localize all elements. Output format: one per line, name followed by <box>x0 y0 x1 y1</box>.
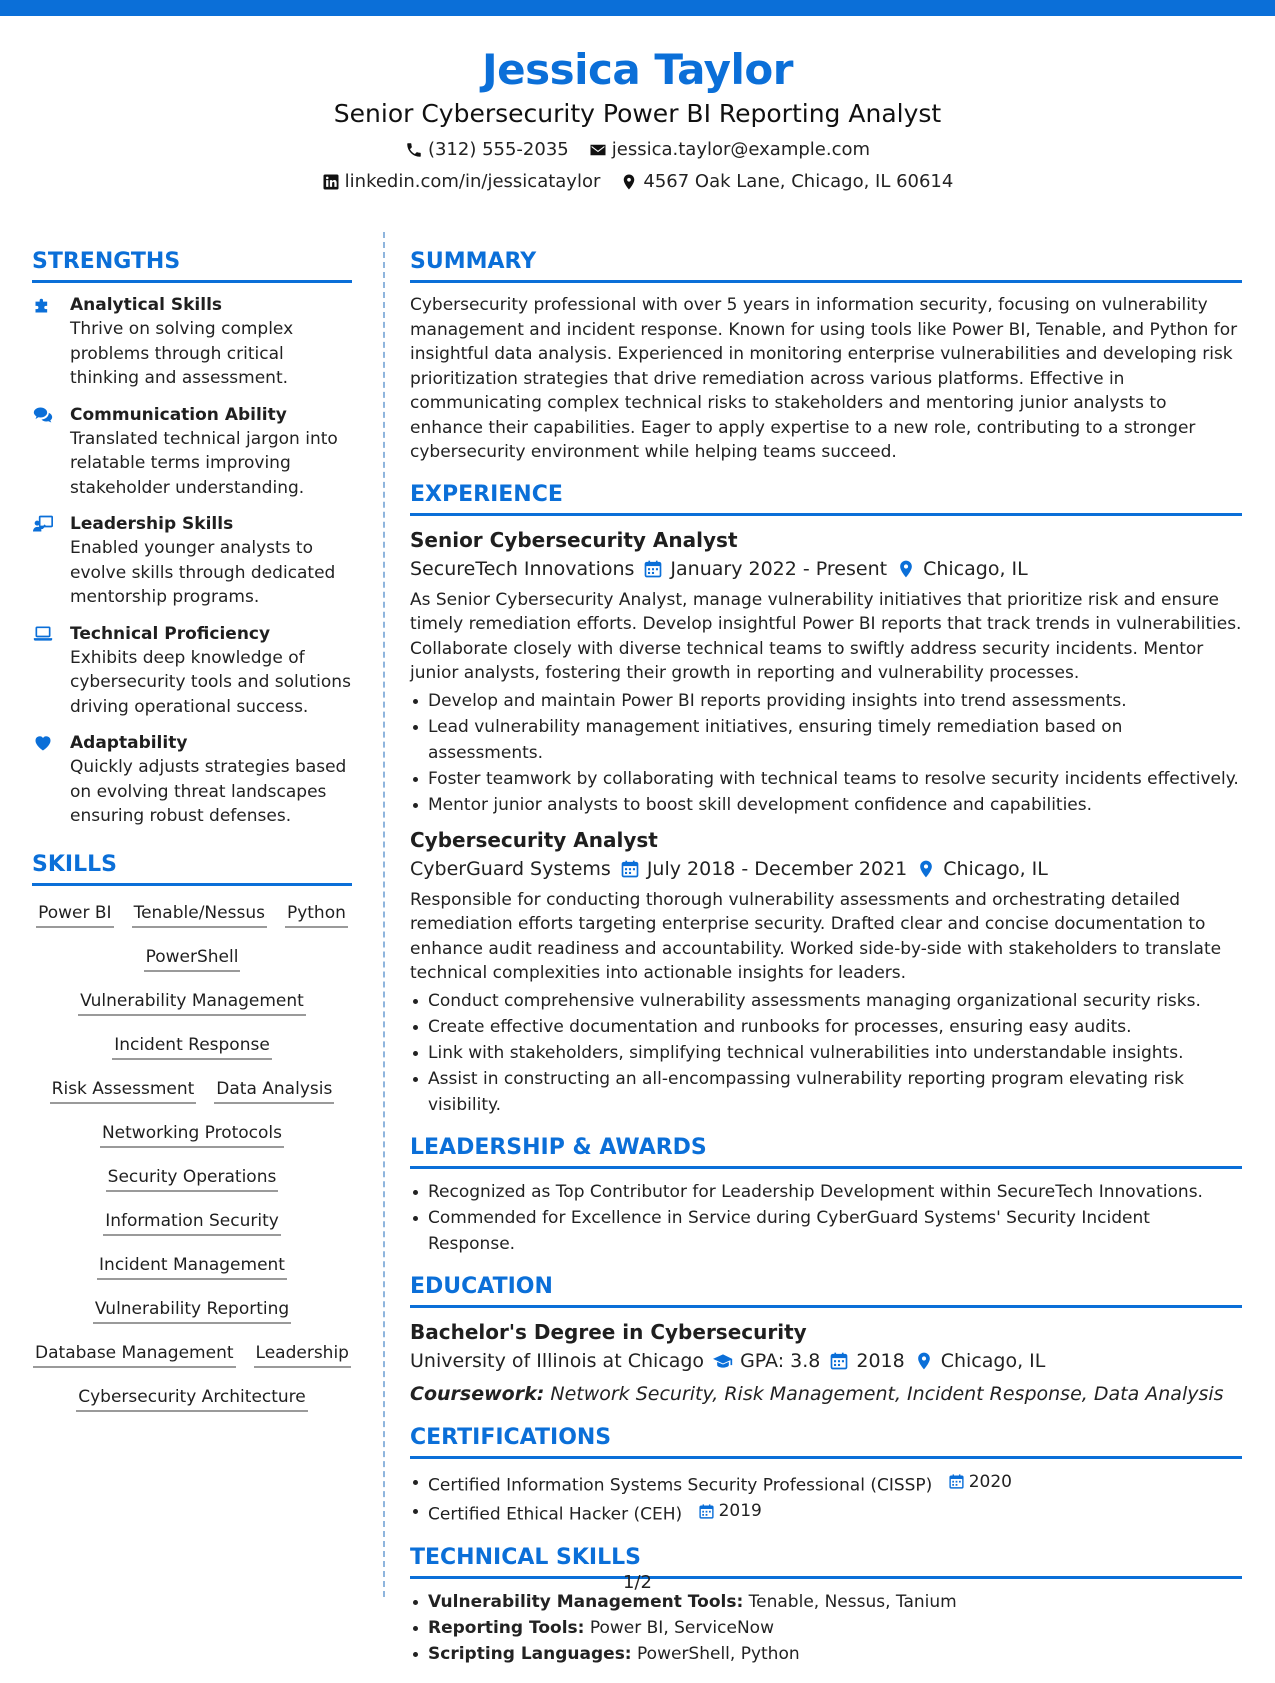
job-description: As Senior Cybersecurity Analyst, manage vulnerability initiatives that prioritize risk and ensure timely remediation efforts. Develop insightful Power BI reports that track trends in vulnerabilities. Collaborate closely with diverse technical teams to swiftly address security incidents. Mentor junior analysts, fostering their growth in reporting and vulnerability processes. <box>410 589 1242 683</box>
skill-tag: PowerShell <box>144 946 241 972</box>
year-text: 2018 <box>856 1349 905 1372</box>
top-accent-bar <box>0 0 1275 16</box>
list-item <box>410 1498 1242 1528</box>
strengths-section <box>32 248 352 829</box>
degree-title: Bachelor's Degree in Cybersecurity <box>410 1319 807 1344</box>
summary-section <box>410 248 1242 465</box>
phone-icon <box>405 141 423 159</box>
strengths-heading: STRENGTHS <box>32 248 352 283</box>
education-section <box>410 1273 1242 1408</box>
job-company: SecureTech Innovations <box>410 557 635 580</box>
contact-row-1 <box>0 138 1275 162</box>
technical-skills-heading: TECHNICAL SKILLS <box>410 1544 1242 1579</box>
coursework-text: Network Security, Risk Management, Incident Response, Data Analysis <box>550 1382 1224 1405</box>
cert-year-text: 2020 <box>968 1471 1012 1492</box>
list-item: Develop and maintain Power BI reports providing insights into trend assessments. <box>410 688 1242 714</box>
map-marker-icon <box>915 1352 933 1370</box>
phone-contact <box>405 138 569 162</box>
comments-icon <box>32 403 56 501</box>
technical-skills-section <box>410 1544 1242 1667</box>
job-meta <box>410 854 1242 884</box>
job-dates <box>644 554 887 584</box>
cert-year-text: 2019 <box>718 1501 762 1521</box>
job-role: Senior Cybersecurity Analyst <box>410 527 738 552</box>
location-text: Chicago, IL <box>940 1349 1046 1372</box>
map-marker-icon <box>917 860 935 878</box>
job-dates-text: January 2022 - Present <box>670 557 888 580</box>
skill-tag: Tenable/Nessus <box>132 902 267 928</box>
job-bullets <box>410 988 1242 1118</box>
list-item <box>410 1641 1242 1667</box>
candidate-title: Senior Cybersecurity Power BI Reporting Analyst <box>333 99 942 128</box>
job-bullets <box>410 688 1242 818</box>
job-meta <box>410 554 1242 584</box>
skills-list <box>32 896 352 1412</box>
map-marker-icon <box>620 173 638 191</box>
cert-name: Certified Ethical Hacker (CEH) <box>428 1504 683 1525</box>
job-entry <box>410 526 1242 818</box>
strength-description: Enabled younger analysts to evolve skills through dedicated mentorship programs. <box>70 538 336 607</box>
tech-skill-value: Tenable, Nessus, Tanium <box>748 1591 957 1612</box>
skill-tag: Security Operations <box>106 1166 279 1192</box>
skills-heading: SKILLS <box>32 851 352 886</box>
envelope-icon <box>589 141 607 159</box>
school-name: University of Illinois at Chicago <box>410 1349 705 1372</box>
skill-tag: Risk Assessment <box>50 1078 197 1104</box>
list-item: Link with stakeholders, simplifying technical vulnerabilities into understandable insights. <box>410 1040 1242 1066</box>
education-location <box>915 1346 1046 1376</box>
gpa <box>714 1346 820 1376</box>
education-meta <box>410 1346 1242 1376</box>
leadership-heading: LEADERSHIP & AWARDS <box>410 1134 1242 1169</box>
skill-tag: Cybersecurity Architecture <box>76 1386 308 1412</box>
tech-skill-value: Power BI, ServiceNow <box>589 1617 774 1638</box>
skill-tag: Vulnerability Management <box>78 990 306 1016</box>
skill-tag: Networking Protocols <box>100 1122 284 1148</box>
calendar-icon <box>621 860 639 878</box>
cert-name: Certified Information Systems Security Professional (CISSP) <box>428 1475 933 1495</box>
list-item: Assist in constructing an all-encompassing vulnerability reporting program elevating risk visibility. <box>410 1066 1242 1118</box>
skill-tag: Data Analysis <box>214 1078 334 1104</box>
right-column <box>410 248 1242 1683</box>
strength-description: Quickly adjusts strategies based on evolving threat landscapes ensuring robust defenses. <box>70 757 347 826</box>
skill-tag: Incident Management <box>97 1254 287 1280</box>
strength-title: Adaptability <box>70 733 188 753</box>
job-location <box>917 854 1048 884</box>
skill-tag: Leadership <box>254 1342 351 1368</box>
email-text[interactable]: jessica.taylor@example.com <box>611 139 871 160</box>
strength-description: Translated technical jargon into relatable terms improving stakeholder understanding. <box>70 428 338 498</box>
strength-item <box>32 512 352 610</box>
strength-item <box>32 731 352 829</box>
leadership-section <box>410 1134 1242 1257</box>
job-company: CyberGuard Systems <box>410 857 611 880</box>
tech-skill-value: PowerShell, Python <box>637 1643 800 1664</box>
certifications-list <box>410 1469 1242 1528</box>
summary-heading: SUMMARY <box>410 248 1242 283</box>
experience-section <box>410 481 1242 1118</box>
strength-title: Analytical Skills <box>70 295 223 315</box>
strength-item <box>32 622 352 720</box>
strength-item <box>32 403 352 501</box>
email-contact <box>589 138 870 162</box>
job-location-text: Chicago, IL <box>943 857 1048 880</box>
list-item: Recognized as Top Contributor for Leadership Development within SecureTech Innovations. <box>410 1179 1242 1205</box>
contact-row-2 <box>0 170 1275 194</box>
tech-skill-label: Reporting Tools: <box>428 1617 585 1638</box>
strength-description: Exhibits deep knowledge of cybersecurity tools and solutions driving operational success. <box>70 647 351 717</box>
job-location <box>897 554 1028 584</box>
skill-tag: Python <box>285 902 348 928</box>
tech-skill-label: Vulnerability Management Tools: <box>428 1591 744 1612</box>
linkedin-text[interactable]: linkedin.com/in/jessicataylor <box>344 171 601 192</box>
strength-title: Leadership Skills <box>70 514 234 534</box>
graduation-year <box>830 1346 904 1376</box>
experience-heading: EXPERIENCE <box>410 481 1242 516</box>
education-heading: EDUCATION <box>410 1273 1242 1308</box>
heart-icon <box>32 731 56 829</box>
cert-year <box>948 1469 1012 1495</box>
strength-title: Communication Ability <box>70 404 287 425</box>
strength-item <box>32 293 352 391</box>
map-marker-icon <box>897 560 915 578</box>
certifications-section <box>410 1424 1242 1528</box>
leadership-list <box>410 1179 1242 1257</box>
graduation-cap-icon <box>714 1352 732 1370</box>
technical-skills-list <box>410 1589 1242 1667</box>
phone-text[interactable]: (312) 555-2035 <box>427 139 569 160</box>
address-text: 4567 Oak Lane, Chicago, IL 60614 <box>643 171 954 192</box>
summary-text: Cybersecurity professional with over 5 years in information security, focusing on vulnerability management and incident response. Known for using tools like Power BI, Tenable, and Python for insightful data analysis. Experienced in monitoring enterprise vulnerabilities and developing risk prioritization strategies that drive remediation across various platforms. Effective in communicating complex technical risks to stakeholders and mentoring junior analysts to enhance their capabilities. Eager to apply expertise to a new role, contributing to a stronger cybersecurity environment while helping teams succeed. <box>410 295 1238 462</box>
skill-tag: Vulnerability Reporting <box>93 1298 291 1324</box>
candidate-name: Jessica Taylor <box>482 45 793 94</box>
laptop-icon <box>32 622 56 720</box>
skill-tag: Incident Response <box>112 1034 272 1060</box>
strength-description: Thrive on solving complex problems through critical thinking and assessment. <box>70 319 294 388</box>
column-divider <box>383 232 385 1597</box>
skill-tag: Power BI <box>36 902 113 928</box>
resume-header <box>0 44 1275 194</box>
calendar-icon <box>830 1352 848 1370</box>
list-item <box>410 1469 1242 1499</box>
calendar-icon <box>644 560 662 578</box>
address-contact <box>620 170 953 194</box>
list-item: Commended for Excellence in Service during CyberGuard Systems' Security Incident Response. <box>410 1205 1242 1257</box>
job-location-text: Chicago, IL <box>923 557 1028 580</box>
job-role: Cybersecurity Analyst <box>410 827 658 852</box>
page-number: 1/2 <box>623 1572 652 1593</box>
job-description: Responsible for conducting thorough vulnerability assessments and orchestrating detailed remediation efforts targeting enterprise security. Drafted clear and concise documentation to enhance audit readiness and accountability. Worked side-by-side with stakeholders to translate technical complexities into actionable insights for leaders. <box>410 889 1222 983</box>
linkedin-icon <box>322 173 340 191</box>
teacher-icon <box>32 512 56 610</box>
gpa-text: GPA: 3.8 <box>740 1349 821 1372</box>
puzzle-icon <box>32 293 56 391</box>
calendar-icon <box>948 1473 965 1490</box>
strength-title: Technical Proficiency <box>70 623 271 644</box>
job-dates <box>621 854 907 884</box>
list-item: Create effective documentation and runbooks for processes, ensuring easy audits. <box>410 1014 1242 1040</box>
skill-tag: Database Management <box>33 1342 236 1368</box>
skill-tag: Information Security <box>103 1210 281 1236</box>
job-dates-text: July 2018 - December 2021 <box>646 857 908 880</box>
tech-skill-label: Scripting Languages: <box>428 1643 632 1664</box>
coursework-label: Coursework: <box>410 1382 545 1405</box>
list-item: Mentor junior analysts to boost skill development confidence and capabilities. <box>410 792 1242 818</box>
coursework <box>410 1380 1242 1408</box>
list-item: Conduct comprehensive vulnerability assessments managing organizational security risks. <box>410 988 1242 1014</box>
left-column <box>32 248 352 1412</box>
certifications-heading: CERTIFICATIONS <box>410 1424 1242 1459</box>
linkedin-contact <box>322 170 601 194</box>
skills-section <box>32 851 352 1412</box>
list-item: Foster teamwork by collaborating with technical teams to resolve security incidents effectively. <box>410 766 1242 792</box>
list-item <box>410 1615 1242 1641</box>
cert-year <box>698 1498 762 1524</box>
job-entry <box>410 826 1242 1118</box>
calendar-icon <box>698 1503 715 1520</box>
list-item: Lead vulnerability management initiatives, ensuring timely remediation based on assessments. <box>410 714 1242 766</box>
